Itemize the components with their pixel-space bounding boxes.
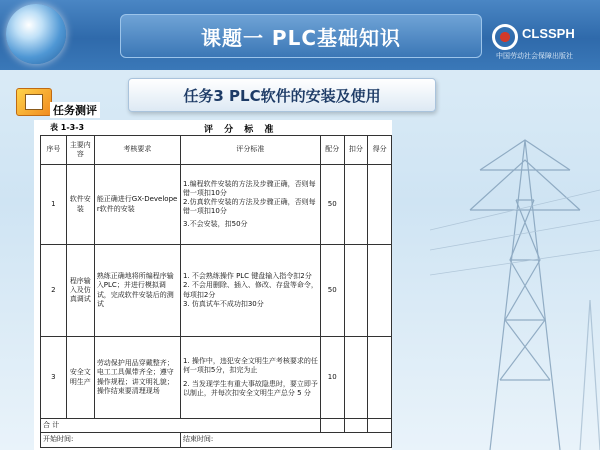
row-score <box>368 337 392 419</box>
criteria-line: 1. 不会熟练操作 PLC 键盘输入指令扣2分 <box>182 272 312 281</box>
table-title: 评 分 标 准 <box>204 125 278 135</box>
power-tower-illustration <box>430 100 600 450</box>
criteria-line: 2.仿真软件安装的方法及步骤正确，否则每错一项扣10分 <box>182 197 316 216</box>
row-deduct <box>344 245 368 337</box>
publisher-logo <box>492 24 596 60</box>
total-deduct <box>344 419 368 433</box>
criteria-line: 3.不会安装，扣50分 <box>182 220 248 229</box>
row-requirement: 熟练正确地将所编程序输入PLC；并进行模拟调试，完成软件安装后的测试 <box>94 245 180 337</box>
globe-icon <box>6 4 66 64</box>
logo-subtext: 中国劳动社会保障出版社 <box>496 52 573 60</box>
scoring-table <box>40 135 392 448</box>
row-content: 程序输入及仿真调试 <box>66 245 94 337</box>
table-header-row <box>41 136 392 165</box>
row-no: 1 <box>41 165 67 245</box>
evaluation-badge-icon <box>16 88 52 116</box>
table-row <box>41 337 392 419</box>
header-score: 得分 <box>368 136 392 165</box>
table-row <box>41 245 392 337</box>
page-title: 课题一 PLC基础知识 <box>120 14 482 58</box>
end-time: 结束时间: <box>180 433 391 448</box>
clipboard-icon <box>25 94 43 110</box>
criteria-line: 1.编程软件安装的方法及步骤正确，否则每错一项扣10分 <box>182 179 316 197</box>
logo-mark-icon <box>492 24 518 50</box>
row-points: 50 <box>320 245 344 337</box>
row-requirement: 劳动保护用品穿戴整齐；电工工具佩带齐全；遵守操作规程；讲文明礼貌；操作结束要清理现场 <box>94 337 180 419</box>
row-requirement: 能正确进行GX-Developer软件的安装 <box>94 165 180 245</box>
row-deduct <box>344 165 368 245</box>
row-score <box>368 245 392 337</box>
table-row <box>41 165 392 245</box>
header-content: 主要内容 <box>66 136 94 165</box>
header-no: 序号 <box>41 136 67 165</box>
row-no: 2 <box>41 245 67 337</box>
total-row <box>41 419 392 433</box>
total-score <box>368 419 392 433</box>
header-requirement: 考核要求 <box>94 136 180 165</box>
header-banner <box>0 0 600 70</box>
criteria-line: 1. 操作中，违犯安全文明生产考核要求的任何一项扣5分，扣完为止 <box>182 357 318 375</box>
criteria-line: 3. 仿真试车不成功扣30分 <box>182 299 264 308</box>
logo-text: CLSSPH <box>522 26 575 41</box>
total-points <box>320 419 344 433</box>
row-points: 10 <box>320 337 344 419</box>
row-score <box>368 165 392 245</box>
header-criteria: 评分标准 <box>180 136 320 165</box>
criteria-line: 2. 当发现学生有重大事故隐患时，要立即予以制止，并每次扣安全文明生产总分 5 分 <box>182 379 318 397</box>
time-row <box>41 433 392 448</box>
evaluation-label: 任务测评 <box>50 102 100 118</box>
scoring-document <box>34 120 392 450</box>
table-number: 表 1-3-3 <box>50 123 85 132</box>
total-label: 合 计 <box>41 419 321 433</box>
criteria-line: 2. 不会用删除、插入、修改、存盘等命令，每项扣2分 <box>182 281 318 299</box>
row-criteria <box>180 245 320 337</box>
row-criteria <box>180 165 320 245</box>
header-points: 配分 <box>320 136 344 165</box>
start-time: 开始时间: <box>41 433 181 448</box>
row-no: 3 <box>41 337 67 419</box>
task-subtitle: 任务3 PLC软件的安装及使用 <box>128 78 436 112</box>
row-criteria <box>180 337 320 419</box>
row-content: 安全文明生产 <box>66 337 94 419</box>
row-content: 软件安装 <box>66 165 94 245</box>
row-deduct <box>344 337 368 419</box>
header-deduct: 扣分 <box>344 136 368 165</box>
row-points: 50 <box>320 165 344 245</box>
